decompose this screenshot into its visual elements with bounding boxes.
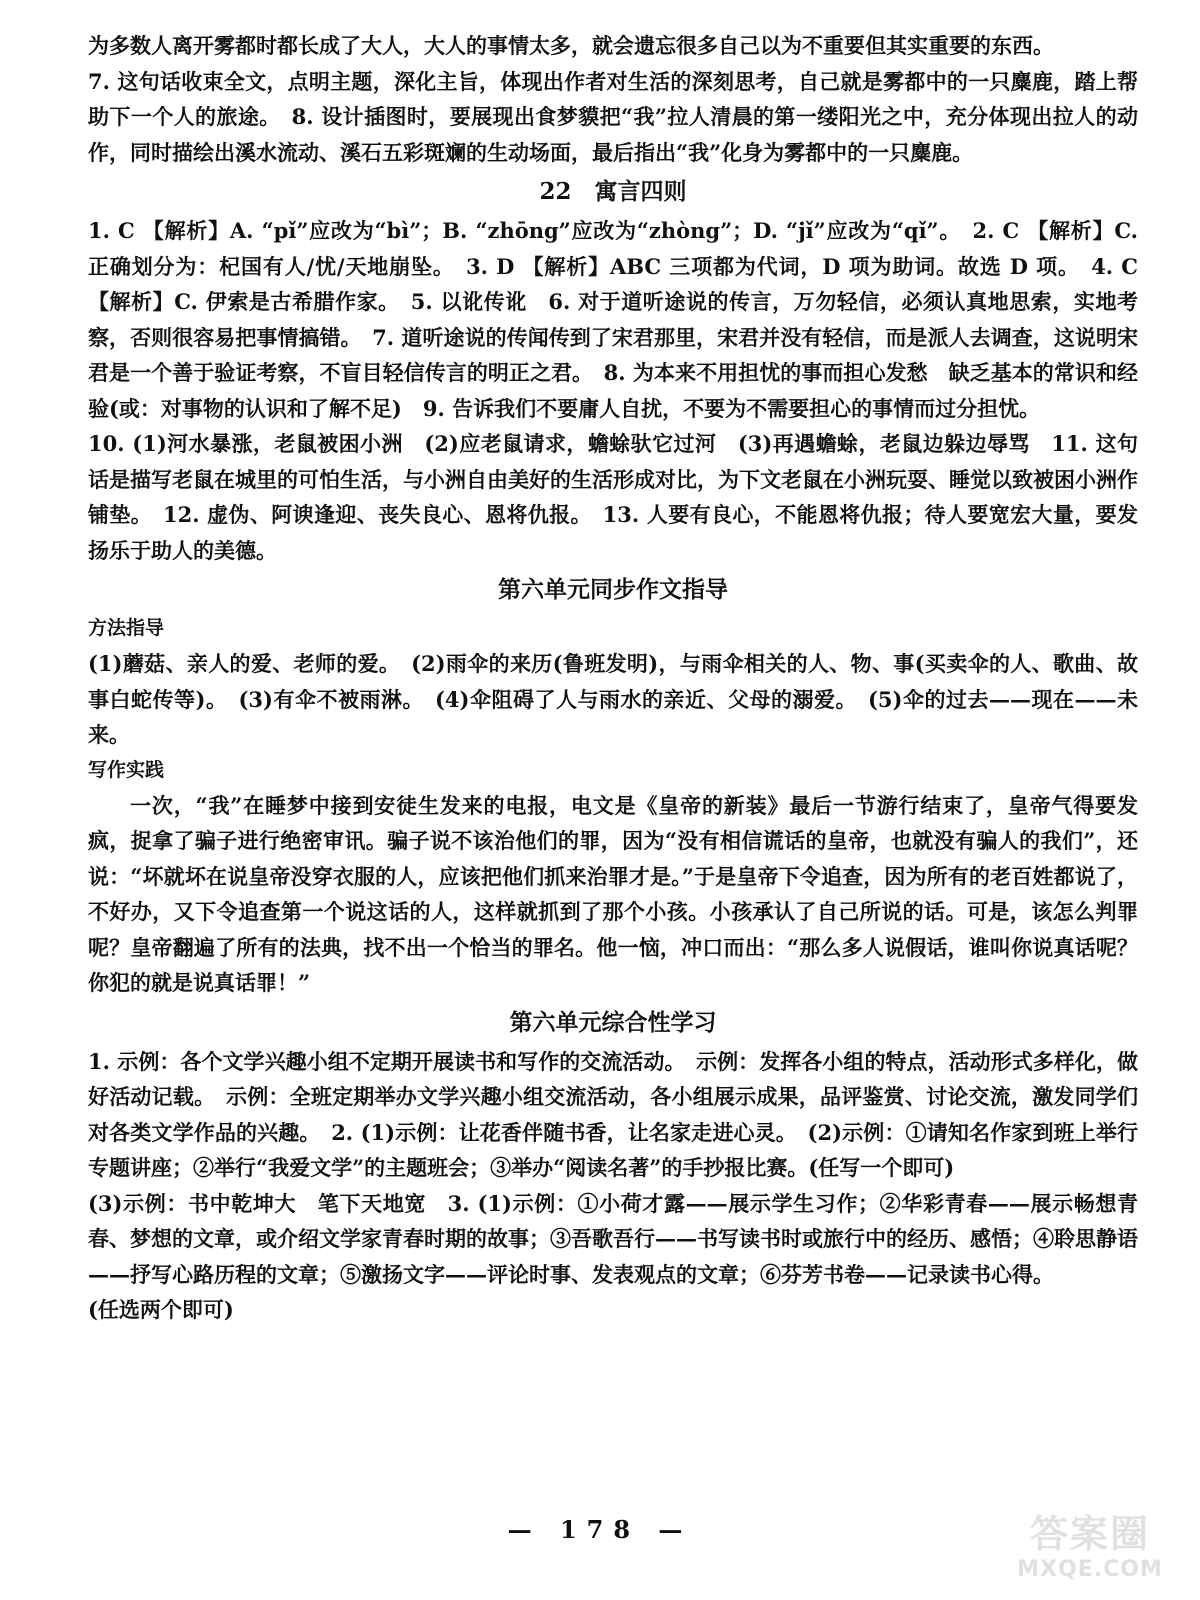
- comprehensive-answers-3: (任选两个即可): [88, 1297, 234, 1322]
- section-22-answers-1: 1. C 【解析】A. “pǐ”应改为“bì”；B. “zhōng”应改为“zhòng”；D. “jǐ”应改为“qǐ”。 2. C 【解析】C. 正确划分为：杞国有人/忧/天地崩坠。 3. D 【解析】ABC 三项都为代词，D 项为助词。故选 D 项。 4. C 【解析】C. 伊索是古希腊作家。 5. 以讹传讹 6. 对于道听途说的传言，万勿轻信，必须认真地思索，实地考察，否则很容易把事情搞错。 7. 道听途说的传闻传到了宋君那里，宋君并没有轻信，而是派人去调查，这说明宋君是一个善于验证考察，不盲目轻信传言的明正之君。 8. 为本来不用担忧的事而担心发愁 缺乏基本的常识和经验(或：对事物的认识和了解不足) 9. 告诉我们不要庸人自扰，不要为不需要担心的事情而过分担忧。: [88, 218, 1138, 421]
- writing-practice-text: 一次，“我”在睡梦中接到安徒生发来的电报，电文是《皇帝的新装》最后一节游行结束了，皇帝气得要发疯，捉拿了骗子进行绝密审讯。骗子说不该治他们的罪，因为“没有相信谎话的皇帝，也就没有骗人的我们”，还说：“坏就坏在说皇帝没穿衣服的人，应该把他们抓来治罪才是。”于是皇帝下令追查，因为所有的老百姓都说了，不好办，又下令追查第一个说这话的人，这样就抓到了那个小孩。小孩承认了自己所说的话。可是，该怎么判罪呢？皇帝翻遍了所有的法典，找不出一个恰当的罪名。他一恼，冲口而出：“那么多人说假话，谁叫你说真话呢？你犯的就是说真话罪！”: [88, 792, 1138, 995]
- page-number: — 178 —: [507, 1515, 693, 1544]
- watermark-logo: [990, 1512, 1190, 1592]
- section-22-title: 22 寓言四则: [539, 178, 687, 205]
- comprehensive-answers-2: (3)示例：书中乾坤大 笔下天地宽 3. (1)示例：①小荷才露——展示学生习作；②华彩青春——展示畅想青春、梦想的文章，或介绍文学家青春时期的故事；③吾歌吾行——书写读书时或旅行中的经历、感悟；④聆思静语——抒写心路历程的文章；⑤激扬文字——评论时事、发表观点的文章；⑥芬芳书卷——记录读书心得。: [88, 1190, 1138, 1287]
- watermark-logo-text: 答案圈: [1029, 1512, 1150, 1556]
- intro-paragraph-1: 为多数人离开雾都时都长成了大人，大人的事情太多，就会遗忘很多自己以为不重要但其实重要的东西。: [88, 33, 1054, 58]
- writing-guide-title: 第六单元同步作文指导: [498, 576, 728, 603]
- comprehensive-answers-1: 1. 示例：各个文学兴趣小组不定期开展读书和写作的交流活动。 示例：发挥各小组的特点，活动形式多样化，做好活动记载。 示例：全班定期举办文学兴趣小组交流活动，各小组展示成果，品评鉴赏、讨论交流，激发同学们对各类文学作品的兴趣。 2. (1)示例：让花香伴随书香，让名家走进心灵。 (2)示例：①请知名作家到班上举行专题讲座；②举行“我爱文学”的主题班会；③举办“阅读名著”的手抄报比赛。(任写一个即可): [88, 1048, 1138, 1180]
- comprehensive-study-title: 第六单元综合性学习: [509, 1008, 717, 1036]
- intro-paragraph-2: 7. 这句话收束全文，点明主题，深化主旨，体现出作者对生活的深刻思考，自己就是雾都中的一只麋鹿，踏上帮助下一个人的旅途。 8. 设计插图时，要展现出食梦貘把“我”拉人清晨的第一缕阳光之中，充分体现出拉人的动作，同时描绘出溪水流动、溪石五彩斑斓的生动场面，最后指出“我”化身为雾都中的一只麋鹿。: [88, 68, 1138, 165]
- watermark-url-text: MXQE.COM: [1017, 1557, 1163, 1582]
- section-22-answers-2: 10. (1)河水暴涨，老鼠被困小洲 (2)应老鼠请求，蟾蜍驮它过河 (3)再遇蟾蜍，老鼠边躲边辱骂 11. 这句话是描写老鼠在城里的可怕生活，与小洲自由美好的生活形成对比，为下文老鼠在小洲玩耍、睡觉以致被困小洲作铺垫。 12. 虚伪、阿谀逢迎、丧失良心、恩将仇报。 13. 人要有良心，不能恩将仇报；待人要宽宏大量，要发扬乐于助人的美德。: [88, 431, 1138, 563]
- writing-practice-label: 写作实践: [88, 758, 165, 781]
- page-content: [88, 28, 1138, 1328]
- method-guide-text: (1)蘑菇、亲人的爱、老师的爱。 (2)雨伞的来历(鲁班发明)，与雨伞相关的人、物、事(买卖伞的人、歌曲、故事白蛇传等)。 (3)有伞不被雨淋。 (4)伞阻碍了人与雨水的亲近、父母的溺爱。 (5)伞的过去——现在——未来。: [88, 651, 1138, 747]
- method-guide-label: 方法指导: [88, 617, 165, 639]
